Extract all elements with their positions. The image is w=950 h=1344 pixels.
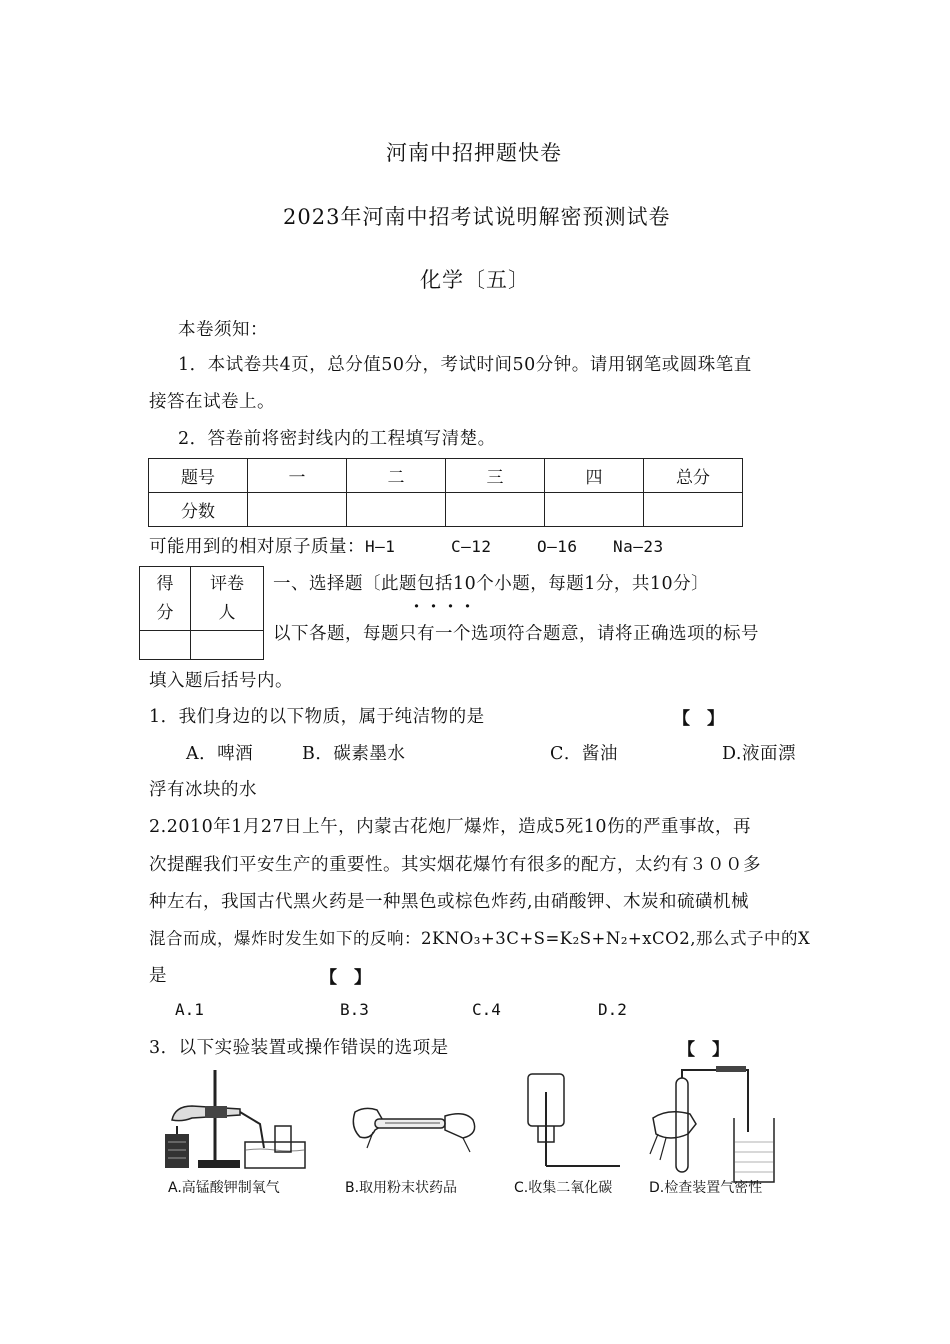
question-1-option-a: A．啤酒 (186, 744, 254, 764)
question-1-answer-bracket[interactable]: 【 】 (673, 709, 724, 729)
question-1-option-d-continuation: 浮有冰块的水 (149, 780, 257, 800)
atomic-mass-h: H—1 (365, 537, 396, 556)
notice-item-2: 2．答卷前将密封线内的工程填写清楚。 (178, 429, 496, 449)
question-2-answer-bracket[interactable]: 【 】 (320, 968, 371, 988)
score-table-header: 总分 (644, 459, 743, 493)
emphasis-dots: · · · · (413, 596, 471, 617)
score-row-label: 分数 (149, 493, 248, 527)
grader-score-label (140, 567, 191, 631)
figure-a-caption: A.高锰酸钾制氧气 (168, 1180, 280, 1196)
grader-reviewer-label (191, 567, 264, 631)
doc-title-exam: 2023年河南中招考试说明解密预测试卷 (283, 205, 671, 229)
notice-item-1-line-2: 接答在试卷上。 (149, 392, 275, 412)
atomic-mass-na: Na—23 (613, 537, 664, 556)
score-table-header: 一 (248, 459, 347, 493)
doc-title-subject: 化学〔五〕 (420, 268, 530, 292)
question-1-option-b: B．碳素墨水 (302, 744, 406, 764)
score-table (148, 458, 743, 527)
score-table-score-row (149, 493, 743, 527)
notice-heading: 本卷须知： (178, 320, 268, 340)
question-2-option-b: B.3 (340, 1000, 369, 1019)
question-1-stem: 1．我们身边的以下物质，属于纯洁物的是 (149, 707, 485, 727)
question-2-line-2: 次提醒我们平安生产的重要性。其实烟花爆竹有很多的配方，太约有３００多 (149, 855, 761, 875)
section-instruction-line-2: 填入题后括号内。 (149, 671, 293, 691)
score-table-header: 三 (446, 459, 545, 493)
question-2-option-c: C.4 (472, 1000, 501, 1019)
score-cell[interactable] (248, 493, 347, 527)
grader-reviewer-cell[interactable] (191, 631, 264, 660)
score-table-header: 二 (347, 459, 446, 493)
atomic-mass-line (149, 533, 664, 558)
question-2-option-d: D.2 (598, 1000, 627, 1019)
figure-b-caption: B.取用粉末状药品 (345, 1180, 458, 1196)
atomic-mass-label: 可能用到的相对原子质量： (149, 537, 365, 557)
grader-score-cell[interactable] (140, 631, 191, 660)
question-1-option-d: D.液面漂 (722, 744, 796, 764)
score-table-header: 四 (545, 459, 644, 493)
grader-reviewer-label-line2: 人 (218, 602, 236, 623)
question-2-line-1: 2.2010年1月27日上午，内蒙古花炮厂爆炸，造成5死10伤的严重事故，再 (149, 817, 752, 837)
question-1-option-c: C．酱油 (550, 744, 618, 764)
score-table-header: 题号 (149, 459, 248, 493)
atomic-mass-c: C—12 (451, 537, 492, 556)
figure-c-caption: C.收集二氧化碳 (514, 1180, 613, 1196)
question-2-line-4: 混合而成，爆炸时发生如下的反响：2KNO₃+3C+S=K₂S+N₂+xCO2,那么式子中的X (149, 929, 811, 948)
grader-score-label-line1: 得 (156, 573, 174, 594)
atomic-mass-o: O—16 (537, 537, 578, 556)
score-table-header-row (149, 459, 743, 493)
question-3-stem: 3．以下实验装置或操作错误的选项是 (149, 1038, 449, 1058)
score-cell[interactable] (347, 493, 446, 527)
notice-item-1-line-1: 1．本试卷共4页，总分值50分，考试时间50分钟。请用钢笔或圆珠笔直 (178, 355, 752, 375)
grader-box (139, 566, 264, 660)
section-heading: 一、选择题〔此题包括10个小题，每题1分，共10分〕 (273, 574, 710, 594)
question-2-line-5: 是 (149, 966, 167, 986)
question-2-option-a: A.1 (175, 1000, 204, 1019)
score-cell[interactable] (545, 493, 644, 527)
section-instruction-line-1: 以下各题，每题只有一个选项符合题意，请将正确选项的标号 (273, 624, 759, 644)
figure-d-caption: D.检查装置气密性 (649, 1180, 763, 1196)
score-cell[interactable] (644, 493, 743, 527)
grader-score-label-line2: 分 (156, 602, 174, 623)
score-cell[interactable] (446, 493, 545, 527)
question-2-line-3: 种左右，我国古代黑火药是一种黑色或棕色炸药,由硝酸钾、木炭和硫磺机械 (149, 892, 750, 912)
doc-title-main: 河南中招押题快卷 (386, 141, 562, 165)
grader-reviewer-label-line1: 评卷 (210, 573, 244, 594)
question-3-answer-bracket[interactable]: 【 】 (678, 1040, 729, 1060)
